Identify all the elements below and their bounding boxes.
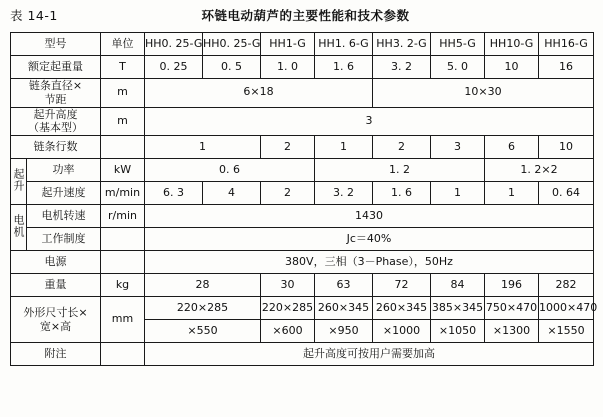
label-line-1: 起升高度 [33,107,78,121]
table-caption [10,6,593,32]
value-cell: ×1300 [485,320,539,343]
value-cell: 750×470 [485,297,539,320]
table-row [11,251,594,274]
value-cell: 72 [373,274,431,297]
row-label-model: 型号 [11,33,101,56]
row-label-dimensions [11,297,101,343]
group-label-motor [11,205,27,251]
value-cell: 1. 0 [261,56,315,79]
unit-cell: kg [101,274,145,297]
model-cell: HH1. 6-G [315,33,373,56]
table-row [11,205,594,228]
value-cell: 1 [485,182,539,205]
value-cell: 2 [261,182,315,205]
unit-cell [101,251,145,274]
value-cell: 282 [539,274,594,297]
value-cell: 220×285 [145,297,261,320]
label-line-1: 外形尺寸长× [23,305,88,319]
value-cell: 1 [431,182,485,205]
table-row [11,56,594,79]
value-cell: 1 [145,136,261,159]
table-row [11,297,594,320]
table-title: 环链电动葫芦的主要性能和技术参数 [201,8,410,23]
unit-cell: T [101,56,145,79]
value-cell: 220×285 [261,297,315,320]
value-cell: 260×345 [315,297,373,320]
value-cell: 0. 64 [539,182,594,205]
table-row [11,182,594,205]
value-cell: 2 [261,136,315,159]
value-cell: 63 [315,274,373,297]
value-cell: ×950 [315,320,373,343]
value-cell: 380V，三相（3－Phase），50Hz [145,251,594,274]
table-row [11,79,594,108]
unit-cell [101,136,145,159]
value-cell: 1 [315,136,373,159]
value-cell: Jc＝40% [145,228,594,251]
value-cell: ×600 [261,320,315,343]
value-cell: 84 [431,274,485,297]
group-label-lift-text: 起升 [12,167,25,192]
group-label-lift [11,159,27,205]
value-cell: 10 [485,56,539,79]
value-cell: 260×345 [373,297,431,320]
value-cell: 16 [539,56,594,79]
value-cell: 385×345 [431,297,485,320]
model-cell: HH5-G [431,33,485,56]
unit-cell: r/min [101,205,145,228]
value-cell: 4 [203,182,261,205]
unit-header: 单位 [101,33,145,56]
value-cell: 起升高度可按用户需要加高 [145,343,594,366]
value-cell: 6. 3 [145,182,203,205]
table-row [11,136,594,159]
value-cell: ×1550 [539,320,594,343]
row-label-chain-size [11,79,101,108]
model-cell: HH1-G [261,33,315,56]
label-line-1: 链条直径× [28,79,83,92]
value-cell: 0. 5 [203,56,261,79]
value-cell: ×1050 [431,320,485,343]
table-row [11,343,594,366]
label-line-2: 节距 [44,92,67,106]
value-cell: 10 [539,136,594,159]
unit-cell: m [101,79,145,108]
value-cell: 1. 6 [373,182,431,205]
table-row [11,274,594,297]
value-cell: 1430 [145,205,594,228]
value-cell: 28 [145,274,261,297]
value-cell: 30 [261,274,315,297]
value-cell: 1. 6 [315,56,373,79]
row-label-supply: 电源 [11,251,101,274]
model-cell: HH16-G [539,33,594,56]
row-label-capacity: 额定起重量 [11,56,101,79]
row-label-power: 功率 [27,159,101,182]
unit-cell [101,343,145,366]
value-cell: ×1000 [373,320,431,343]
model-cell: HH10-G [485,33,539,56]
row-label-lift-speed: 起升速度 [27,182,101,205]
row-label-duty: 工作制度 [27,228,101,251]
group-label-motor-text: 电机 [12,213,25,238]
label-line-2: 宽×高 [39,319,72,333]
value-cell: 3. 2 [315,182,373,205]
value-cell: 1000×470 [539,297,594,320]
row-label-chain-falls: 链条行数 [11,136,101,159]
model-cell: HH0. 25-G [203,33,261,56]
table-row [11,159,594,182]
spec-table [10,32,598,366]
table-number: 表 14-1 [10,8,58,23]
row-label-weight: 重量 [11,274,101,297]
value-cell: 0. 6 [145,159,315,182]
value-cell: 6 [485,136,539,159]
row-label-lift-height [11,107,101,136]
value-cell: 2 [373,136,431,159]
value-cell: 6×18 [145,79,373,108]
row-label-note: 附注 [11,343,101,366]
value-cell: 3 [145,107,594,136]
row-label-motor-speed: 电机转速 [27,205,101,228]
value-cell: 5. 0 [431,56,485,79]
unit-cell: kW [101,159,145,182]
unit-cell [101,228,145,251]
value-cell: 196 [485,274,539,297]
table-row [11,33,594,56]
unit-cell: m [101,107,145,136]
label-line-2: （基本型） [28,121,83,135]
unit-cell: m/min [101,182,145,205]
table-row [11,228,594,251]
value-cell: 3 [431,136,485,159]
value-cell: 3. 2 [373,56,431,79]
value-cell: 1. 2×2 [485,159,594,182]
value-cell: ×550 [145,320,261,343]
model-cell: HH3. 2-G [373,33,431,56]
table-row [11,107,594,136]
value-cell: 1. 2 [315,159,485,182]
model-cell: HH0. 25-G [145,33,203,56]
value-cell: 0. 25 [145,56,203,79]
unit-cell: mm [101,297,145,343]
value-cell: 10×30 [373,79,594,108]
